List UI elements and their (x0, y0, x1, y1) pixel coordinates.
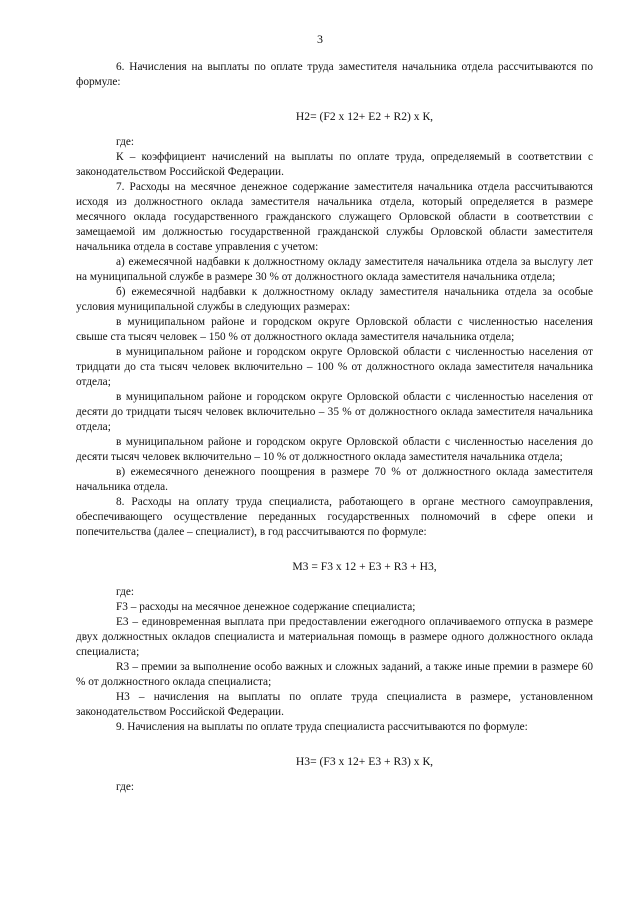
page-number: 3 (317, 32, 323, 46)
document-body (76, 60, 593, 795)
paragraph: Е3 – единовременная выплата при предоставлении ежегодного оплачиваемого отпуска в размере двух должностных окладов специалиста и материальная помощь в размере одного должностного оклада специалиста; (76, 616, 593, 658)
paragraph: в) ежемесячного денежного поощрения в размере 70 % от должностного оклада заместителя начальника отдела. (76, 466, 593, 493)
paragraph: 6. Начисления на выплаты по оплате труда заместителя начальника отдела рассчитываются по формуле: (76, 61, 593, 88)
formula: Н2= (F2 х 12+ Е2 + R2) х К, (295, 110, 434, 123)
paragraph: 8. Расходы на оплату труда специалиста, работающего в органе местного самоуправления, обеспечивающего осуществление переданных государственных полномочий в сфере опеки и попечительства (далее – специалист), в год рассчитываются по формуле: (76, 496, 593, 538)
paragraph: в муниципальном районе и городском округе Орловской области с численностью населения от тридцати до ста тысяч человек включительно – 100 % от должностного оклада заместителя начальника отдела; (76, 346, 593, 388)
paragraph: К – коэффициент начислений на выплаты по оплате труда, определяемый в соответствии с законодательством Российской Федерации. (76, 151, 593, 178)
formula: М3 = F3 х 12 + Е3 + R3 + Н3, (292, 560, 437, 573)
where-label: где: (116, 136, 134, 148)
paragraph: а) ежемесячной надбавки к должностному окладу заместителя начальника отдела за выслугу лет на муниципальной службе в размере 30 % от должностного оклада заместителя начальника отдела; (76, 256, 593, 283)
paragraph: в муниципальном районе и городском округе Орловской области с численностью населения от десяти до тридцати тысяч человек включительно – 35 % от должностного оклада заместителя начальника отдела; (76, 391, 593, 433)
paragraph: F3 – расходы на месячное денежное содержание специалиста; (116, 601, 416, 613)
where-label: где: (116, 781, 134, 793)
paragraph: Н3 – начисления на выплаты по оплате труда специалиста в размере, установленном законодательством Российской Федерации. (76, 691, 593, 718)
paragraph: б) ежемесячной надбавки к должностному окладу заместителя начальника отдела за особые условия муниципальной службы в следующих размерах: (76, 286, 593, 313)
paragraph: 9. Начисления на выплаты по оплате труда специалиста рассчитываются по формуле: (116, 721, 528, 733)
paragraph: 7. Расходы на месячное денежное содержание заместителя начальника отдела рассчитываются исходя из должностного оклада заместителя начальника отдела, который определяется в размере месячного оклада государственного гражданского служащего Орловской области в соответствии с замещаемой им должностью государственной гражданской службы Орловской области заместителя начальника отдела в составе управления с учетом: (76, 181, 593, 253)
where-label: где: (116, 586, 134, 598)
paragraph: R3 – премии за выполнение особо важных и сложных заданий, а также иные премии в размере 60 % от должностного оклада специалиста; (76, 661, 593, 688)
formula: Н3= (F3 х 12+ Е3 + R3) х К, (295, 755, 434, 768)
paragraph: в муниципальном районе и городском округе Орловской области с численностью населения свыше ста тысяч человек – 150 % от должностного оклада заместителя начальника отдела; (76, 316, 593, 343)
paragraph: в муниципальном районе и городском округе Орловской области с численностью населения до десяти тысяч человек включительно – 10 % от должностного оклада заместителя начальника отдела; (76, 436, 593, 463)
